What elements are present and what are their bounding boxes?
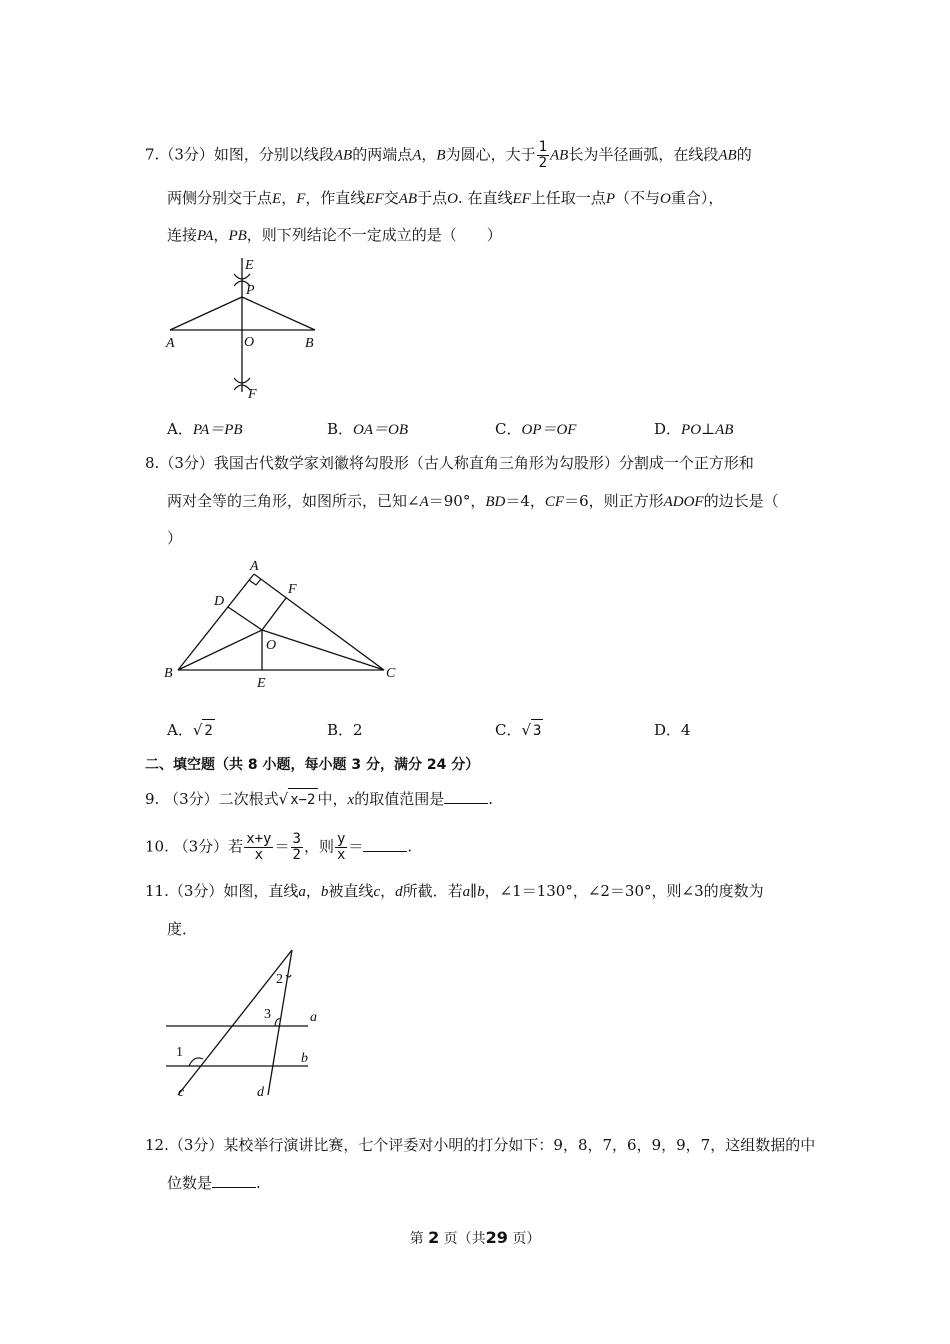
q8-label-C: C [386, 666, 396, 681]
q8-var: CF [544, 494, 565, 510]
q10-text: ，则 [303, 837, 334, 856]
option-text: 3 [531, 719, 543, 742]
q12-line-2 [167, 1172, 261, 1194]
q7-number: 7. [145, 145, 160, 164]
q7-var: A [412, 147, 422, 164]
option-text: 2 [202, 719, 214, 742]
option-letter: C． [495, 420, 522, 438]
q11-var: a [298, 884, 306, 900]
sqrt-icon: √ [192, 721, 203, 739]
option-letter: A． [167, 721, 193, 739]
frac-den: 2 [292, 847, 301, 863]
q10-fraction-2 [291, 832, 303, 863]
sqrt-icon: √ [278, 790, 289, 808]
q10-fraction-3 [335, 832, 347, 863]
q7-text: ， [281, 189, 297, 207]
q7-var: EF [365, 191, 384, 207]
option-letter: D． [654, 420, 682, 438]
q7-text: 的 [736, 145, 752, 164]
q8-option-c [495, 719, 543, 742]
q7-text: 长为半径画弧，在线段 [568, 145, 719, 164]
q12-number: 12. [145, 1136, 169, 1154]
q10-text: ＝ [274, 837, 290, 856]
q7-fraction [537, 140, 549, 171]
q7-text: ，则下列结论不一定成立的是（ ） [246, 226, 502, 244]
q11-var: c [373, 884, 381, 900]
q7-text: 于点 [417, 189, 448, 207]
q12-text: . [256, 1174, 261, 1192]
q7-text: 交 [383, 189, 399, 207]
q7-label-B: B [305, 336, 314, 351]
q8-text: （3分）我国古代数学家刘徽将勾股形（古人称直角三角形为勾股形）分割成一个正方形和 [159, 454, 754, 472]
q9-radicand: x−2 [288, 788, 317, 811]
q8-option-b [327, 719, 363, 741]
q8-label-F: F [288, 582, 297, 597]
q8-text: 的边长是（ [703, 492, 779, 510]
q11-text: （3分）如图，直线 [168, 882, 299, 900]
option-text: 2 [353, 721, 363, 739]
q7-label-O: O [244, 335, 255, 350]
q7-var: AB [333, 147, 353, 164]
q10-text: ＝ [348, 837, 364, 856]
q7-text: 连接 [167, 226, 198, 244]
q8-var: A [419, 494, 429, 510]
q9-var: x [347, 792, 355, 808]
q8-var: ADOF [663, 494, 704, 510]
q10-text: （3分）若 [173, 837, 244, 856]
q7-figure [160, 252, 330, 404]
q8-figure [158, 555, 408, 695]
q7-text: ，作直线 [305, 189, 366, 207]
frac-num: y [336, 831, 346, 847]
q7-label-E: E [245, 258, 254, 273]
footer-text: 页） [512, 1231, 541, 1247]
q7-option-b [327, 418, 408, 441]
option-text: 4 [681, 721, 691, 739]
q7-line-3 [167, 224, 502, 247]
q7-text: ， [213, 226, 229, 244]
q7-var: PA [197, 228, 214, 244]
q10-number: 10. [145, 837, 169, 856]
q11-label-c: c [178, 1085, 185, 1100]
q7-var: O [660, 191, 671, 207]
q11-label-3: 3 [264, 1007, 271, 1022]
option-letter: D． [654, 721, 682, 739]
q7-text: 上任取一点 [530, 189, 606, 207]
q7-text: 的两端点 [352, 145, 413, 164]
q12-text: （3分）某校举行演讲比赛，七个评委对小明的打分如下：9，8，7，6，9，9，7，这组数据的中 [168, 1136, 816, 1154]
q7-var: EF [512, 191, 531, 207]
q11-var: b [320, 884, 329, 900]
q11-label-a: a [310, 1010, 317, 1025]
option-letter: B． [327, 721, 354, 739]
q8-text: ＝6，则正方形 [564, 492, 664, 510]
frac-num: x+y [246, 831, 272, 847]
q8-number: 8. [145, 454, 160, 472]
q8-var: BD [485, 494, 506, 510]
q7-var: AB [398, 191, 418, 207]
answer-blank[interactable] [444, 789, 488, 804]
q12-text: 位数是 [167, 1174, 213, 1192]
q9-text: . [488, 790, 493, 808]
q7-option-d [654, 418, 733, 441]
q11-text: 被直线 [328, 882, 374, 900]
q11-number: 11. [145, 882, 169, 900]
q7-text: （不与 [614, 189, 660, 207]
q9-line [145, 788, 493, 811]
q11-var: a∥b [462, 884, 485, 900]
q7-text: . 在直线 [457, 189, 513, 207]
q8-label-E: E [257, 676, 266, 691]
q9-number: 9. [145, 790, 160, 808]
q7-label-F: F [248, 387, 257, 402]
q7-line-1 [145, 140, 752, 171]
q8-line-2 [167, 490, 779, 513]
q8-text: ＝4， [505, 492, 545, 510]
q8-text: ） [167, 529, 183, 547]
option-letter: A． [167, 420, 193, 438]
q11-text: ， [305, 882, 321, 900]
q8-line-3 [167, 527, 182, 549]
q11-var: d [395, 884, 403, 900]
q7-line-2 [167, 187, 723, 210]
q8-option-d [654, 719, 691, 741]
q8-label-B: B [164, 666, 173, 681]
section-title: 二、填空题（共 8 小题，每小题 3 分，满分 24 分） [145, 757, 480, 773]
q7-var: F [296, 191, 306, 207]
q7-text: ， [421, 145, 437, 164]
sqrt-icon: √ [521, 721, 532, 739]
q7-var: AB [550, 147, 569, 164]
q7-frac-num: 1 [538, 139, 548, 155]
q7-frac-den: 2 [538, 155, 548, 171]
q7-var: P [605, 191, 615, 207]
q8-text: ＝90°， [428, 492, 486, 510]
q8-label-O: O [266, 638, 277, 653]
q11-line-1 [145, 880, 764, 903]
footer-text: 页（共 [443, 1231, 486, 1247]
q10-text: . [407, 837, 413, 856]
q12-line-1 [145, 1134, 815, 1156]
footer-text: 第 [409, 1231, 424, 1247]
q7-text: （3分）如图，分别以线段 [159, 145, 334, 164]
q8-label-A: A [250, 559, 259, 574]
frac-den: x [254, 847, 264, 863]
q11-figure [158, 945, 338, 1105]
q7-label-P: P [246, 283, 255, 298]
q7-text: 重合）， [670, 189, 724, 207]
footer-page-number: 2 [428, 1228, 440, 1247]
option-letter: C． [495, 721, 522, 739]
q7-var: B [436, 147, 446, 164]
option-letter: B． [327, 420, 354, 438]
q7-var: AB [718, 147, 737, 164]
option-text: OA＝OB [353, 422, 409, 438]
q11-text: ， [380, 882, 396, 900]
q11-line-2: 度． [167, 920, 198, 938]
q11-label-d: d [257, 1085, 264, 1100]
q7-text: 为圆心，大于 [445, 145, 536, 164]
frac-den: x [336, 847, 346, 863]
q7-var: O [447, 191, 458, 207]
q11-label-b: b [301, 1051, 308, 1066]
q7-var: E [272, 191, 282, 207]
footer-total-pages: 29 [485, 1228, 508, 1247]
q9-text: （3分）二次根式 [164, 790, 279, 808]
q7-option-a [167, 418, 243, 441]
q10-fraction-1 [244, 832, 273, 863]
q8-label-D: D [214, 594, 225, 609]
option-text: OP＝OF [521, 422, 577, 438]
answer-blank[interactable] [212, 1173, 256, 1188]
q11-label-2: 2 [276, 972, 283, 987]
q9-text: 的取值范围是 [354, 790, 445, 808]
q7-var: PB [228, 228, 247, 244]
frac-num: 3 [292, 831, 301, 847]
q9-text: 中， [317, 790, 348, 808]
option-text: PA＝PB [192, 422, 243, 438]
answer-blank[interactable] [363, 837, 407, 852]
q7-label-A: A [166, 336, 175, 351]
q7-text: 两侧分别交于点 [167, 189, 273, 207]
q11-text: ，∠1＝130°，∠2＝30°，则∠3的度数为 [484, 882, 764, 900]
q11-text: 所截．若 [402, 882, 463, 900]
option-text: PO⊥AB [681, 422, 734, 438]
q8-option-a [167, 719, 215, 742]
q7-option-c [495, 418, 576, 441]
q8-line-1 [145, 452, 754, 474]
page-footer [0, 1228, 950, 1248]
q8-text: 两对全等的三角形，如图所示，已知∠ [167, 492, 420, 510]
q10-line [145, 832, 412, 863]
q11-label-1: 1 [176, 1045, 183, 1060]
